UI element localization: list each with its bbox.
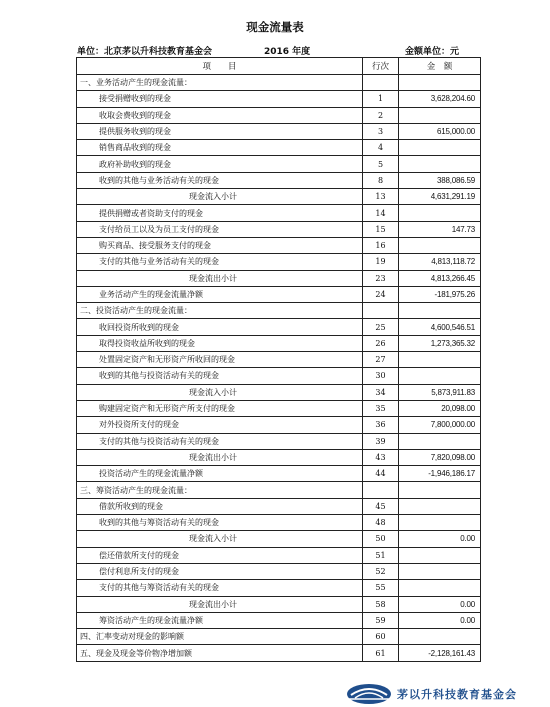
- row-line: 25: [363, 319, 399, 335]
- row-amount: [399, 629, 481, 645]
- row-item: 政府补助收到的现金: [77, 156, 363, 172]
- row-item: 收取会费收到的现金: [77, 107, 363, 123]
- header-line: 行次: [363, 58, 399, 75]
- row-line: 60: [363, 629, 399, 645]
- row-amount: [399, 156, 481, 172]
- row-amount: 0.00: [399, 612, 481, 628]
- row-amount: [399, 563, 481, 579]
- row-line: 51: [363, 547, 399, 563]
- row-item: 投资活动产生的现金流量净额: [77, 466, 363, 482]
- row-item: 业务活动产生的现金流量净额: [77, 286, 363, 302]
- table-row: [77, 482, 481, 498]
- row-amount: 0.00: [399, 596, 481, 612]
- table-row: [77, 335, 481, 351]
- table-row: [77, 352, 481, 368]
- row-line: [363, 303, 399, 319]
- row-line: 58: [363, 596, 399, 612]
- unit-label: 单位：北京茅以升科技教育基金会: [77, 47, 213, 57]
- row-amount: [399, 75, 481, 91]
- row-line: 45: [363, 498, 399, 514]
- row-amount: [399, 205, 481, 221]
- row-line: 43: [363, 449, 399, 465]
- table-row: [77, 645, 481, 661]
- row-line: 61: [363, 645, 399, 661]
- row-amount: 4,813,118.72: [399, 254, 481, 270]
- row-line: 3: [363, 123, 399, 139]
- row-line: 52: [363, 563, 399, 579]
- report-year: 2016 年度: [264, 47, 311, 57]
- row-line: 34: [363, 384, 399, 400]
- table-row: [77, 417, 481, 433]
- row-amount: [399, 482, 481, 498]
- table-row: [77, 237, 481, 253]
- row-line: [363, 75, 399, 91]
- table-row: [77, 91, 481, 107]
- table-row: [77, 221, 481, 237]
- row-amount: 4,813,266.45: [399, 270, 481, 286]
- row-line: 1: [363, 91, 399, 107]
- row-item: 二、投资活动产生的现金流量：: [77, 303, 363, 319]
- row-line: 23: [363, 270, 399, 286]
- row-amount: [399, 498, 481, 514]
- row-amount: 0.00: [399, 531, 481, 547]
- table-row: [77, 286, 481, 302]
- row-amount: [399, 580, 481, 596]
- row-item: 借款所收到的现金: [77, 498, 363, 514]
- row-item: 购建固定资产和无形资产所支付的现金: [77, 400, 363, 416]
- table-row: [77, 612, 481, 628]
- row-amount: 615,000.00: [399, 123, 481, 139]
- table-row: [77, 466, 481, 482]
- row-item: 销售商品收到的现金: [77, 140, 363, 156]
- row-amount: [399, 107, 481, 123]
- row-item: 支付的其他与筹资活动有关的现金: [77, 580, 363, 596]
- row-item: 现金流入小计: [77, 384, 363, 400]
- bridge-logo-icon: [345, 683, 393, 705]
- row-line: 19: [363, 254, 399, 270]
- table-row: [77, 172, 481, 188]
- table-row: [77, 547, 481, 563]
- table-row: [77, 319, 481, 335]
- row-line: 16: [363, 237, 399, 253]
- table-row: [77, 563, 481, 579]
- row-amount: 4,631,291.19: [399, 189, 481, 205]
- row-amount: 5,873,911.83: [399, 384, 481, 400]
- table-row: [77, 156, 481, 172]
- table-row: [77, 270, 481, 286]
- row-amount: [399, 237, 481, 253]
- table-row: [77, 254, 481, 270]
- row-item: 偿还借款所支付的现金: [77, 547, 363, 563]
- table-row: [77, 205, 481, 221]
- row-amount: [399, 547, 481, 563]
- row-item: 处置固定资产和无形资产所收回的现金: [77, 352, 363, 368]
- currency-label: 金额单位：元: [405, 47, 460, 57]
- row-line: 35: [363, 400, 399, 416]
- row-amount: -2,128,161.43: [399, 645, 481, 661]
- row-line: 39: [363, 433, 399, 449]
- row-amount: -1,946,186.17: [399, 466, 481, 482]
- row-item: 提供服务收到的现金: [77, 123, 363, 139]
- row-item: 提供捐赠或者资助支付的现金: [77, 205, 363, 221]
- table-row: [77, 123, 481, 139]
- row-line: 5: [363, 156, 399, 172]
- row-item: 收到的其他与业务活动有关的现金: [77, 172, 363, 188]
- row-item: 现金流出小计: [77, 270, 363, 286]
- row-item: 收到的其他与投资活动有关的现金: [77, 368, 363, 384]
- row-item: 现金流出小计: [77, 449, 363, 465]
- row-line: 50: [363, 531, 399, 547]
- row-line: [363, 482, 399, 498]
- header-amount: 金 额: [399, 58, 481, 75]
- row-line: 26: [363, 335, 399, 351]
- row-item: 现金流入小计: [77, 189, 363, 205]
- row-item: 接受捐赠收到的现金: [77, 91, 363, 107]
- logo-text: 茅以升科技教育基金会: [397, 688, 517, 701]
- row-amount: 3,628,204.60: [399, 91, 481, 107]
- table-row: [77, 531, 481, 547]
- row-item: 收到的其他与筹资活动有关的现金: [77, 515, 363, 531]
- row-line: 13: [363, 189, 399, 205]
- row-line: 27: [363, 352, 399, 368]
- row-amount: 7,820,098.00: [399, 449, 481, 465]
- table-row: [77, 400, 481, 416]
- row-line: 15: [363, 221, 399, 237]
- row-item: 支付给员工以及为员工支付的现金: [77, 221, 363, 237]
- row-item: 一、业务活动产生的现金流量：: [77, 75, 363, 91]
- row-item: 三、筹资活动产生的现金流量：: [77, 482, 363, 498]
- row-line: 48: [363, 515, 399, 531]
- row-item: 偿付利息所支付的现金: [77, 563, 363, 579]
- table-row: [77, 449, 481, 465]
- table-row: [77, 384, 481, 400]
- table-row: [77, 368, 481, 384]
- row-line: 8: [363, 172, 399, 188]
- table-row: [77, 140, 481, 156]
- row-item: 支付的其他与投资活动有关的现金: [77, 433, 363, 449]
- table-row: [77, 515, 481, 531]
- row-item: 现金流出小计: [77, 596, 363, 612]
- row-amount: [399, 303, 481, 319]
- row-amount: [399, 352, 481, 368]
- table-row: [77, 75, 481, 91]
- row-amount: 147.73: [399, 221, 481, 237]
- table-row: [77, 189, 481, 205]
- foundation-logo: [345, 683, 517, 705]
- row-line: 55: [363, 580, 399, 596]
- row-line: 2: [363, 107, 399, 123]
- table-row: [77, 303, 481, 319]
- row-line: 4: [363, 140, 399, 156]
- row-item: 取得投资收益所收到的现金: [77, 335, 363, 351]
- row-amount: -181,975.26: [399, 286, 481, 302]
- table-row: [77, 433, 481, 449]
- row-item: 购买商品、接受服务支付的现金: [77, 237, 363, 253]
- row-item: 对外投资所支付的现金: [77, 417, 363, 433]
- row-amount: 4,600,546.51: [399, 319, 481, 335]
- row-line: 24: [363, 286, 399, 302]
- row-amount: [399, 433, 481, 449]
- header-item: 项 目: [77, 58, 363, 75]
- table-row: [77, 107, 481, 123]
- row-amount: 388,086.59: [399, 172, 481, 188]
- row-item: 四、汇率变动对现金的影响额: [77, 629, 363, 645]
- table-row: [77, 498, 481, 514]
- table-row: [77, 596, 481, 612]
- row-item: 筹资活动产生的现金流量净额: [77, 612, 363, 628]
- row-amount: [399, 140, 481, 156]
- row-item: 现金流入小计: [77, 531, 363, 547]
- cash-flow-table: [76, 57, 481, 662]
- row-item: 五、现金及现金等价物净增加额: [77, 645, 363, 661]
- table-row: [77, 629, 481, 645]
- row-amount: 7,800,000.00: [399, 417, 481, 433]
- row-line: 14: [363, 205, 399, 221]
- row-line: 59: [363, 612, 399, 628]
- table-row: [77, 580, 481, 596]
- row-amount: [399, 515, 481, 531]
- row-line: 36: [363, 417, 399, 433]
- row-amount: [399, 368, 481, 384]
- row-item: 收回投资所收到的现金: [77, 319, 363, 335]
- row-amount: 1,273,365.32: [399, 335, 481, 351]
- page-title: 现金流量表: [246, 20, 304, 34]
- row-line: 30: [363, 368, 399, 384]
- row-line: 44: [363, 466, 399, 482]
- table-header-row: [77, 58, 481, 75]
- row-item: 支付的其他与业务活动有关的现金: [77, 254, 363, 270]
- row-amount: 20,098.00: [399, 400, 481, 416]
